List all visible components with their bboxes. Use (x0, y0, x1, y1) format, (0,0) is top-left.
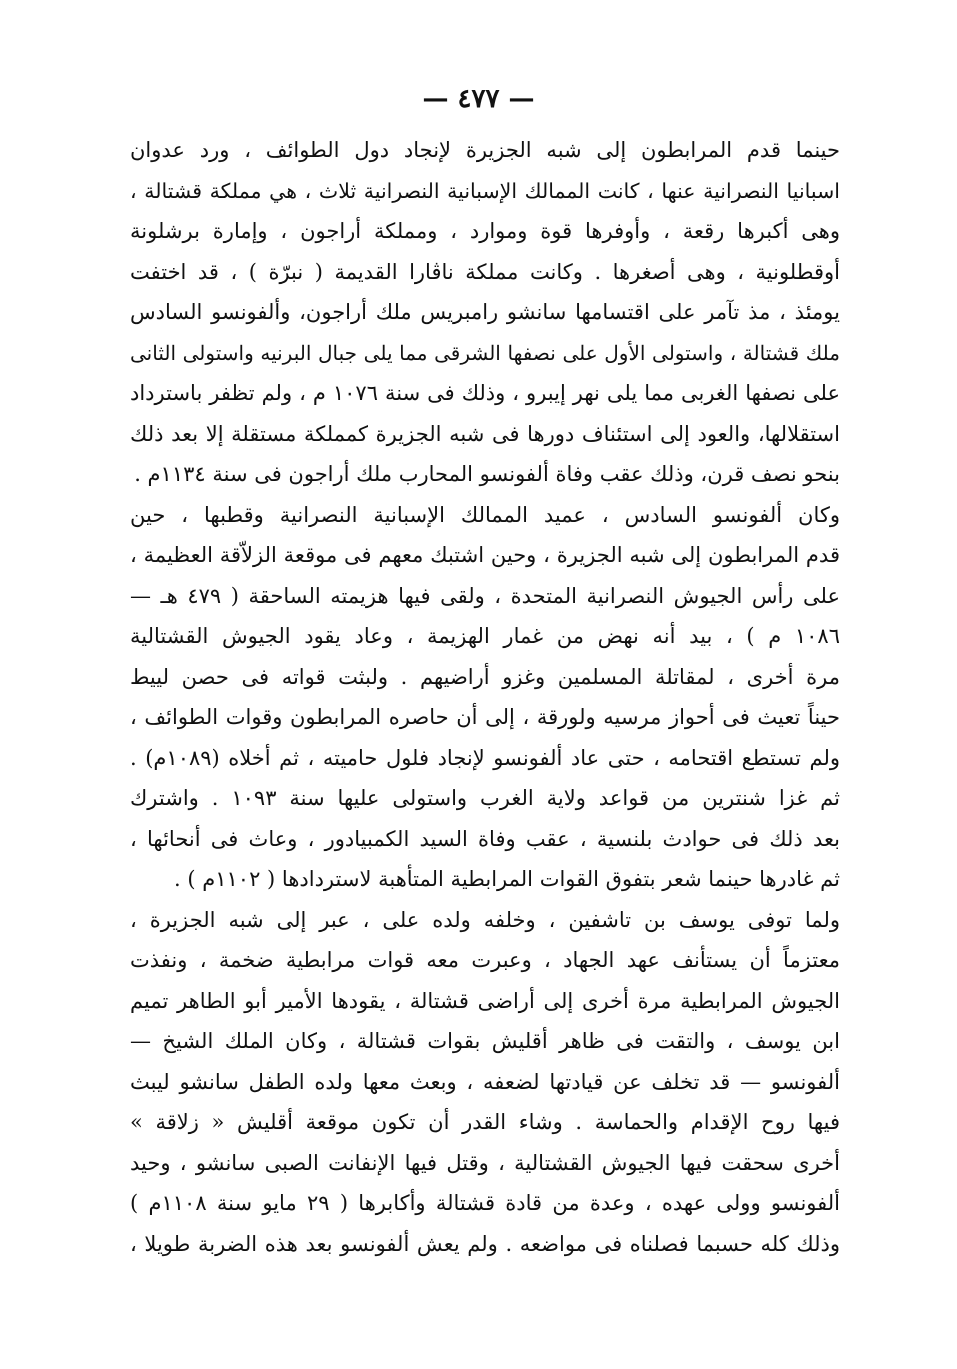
text-line: اسبانيا النصرانية عنها ، كانت الممالك الإسبانية النصرانية ثلاث ، هي مملكة قشتالة ، (130, 178, 840, 203)
body-text (130, 130, 840, 1264)
text-line: على رأس الجيوش النصرانية المتحدة ، ولقى فيها هزيمته الساحقة ( ٤٧٩ هـ — (130, 583, 840, 608)
text-line: حيناً تعيث فى أحواز مرسيه ولورقة ، إلى أن حاصره المرابطون وقوات الطوائف ، (130, 705, 840, 729)
page-number: — ٤٧٧ — (422, 84, 535, 114)
text-line: بعد ذلك فى حوادث بلنسية ، عقب وفاة السيد الكمبيادور ، وعاث فى أنحائها ، (130, 826, 840, 851)
text-line: أخرى سحقت فيها الجيوش القشتالية ، وقتل فيها الإنفانت الصبى سانشو ، وحيد (130, 1150, 840, 1175)
text-line: بنحو نصف قرن، وذلك عقب وفاة ألفونسو المحارب ملك أراجون فى سنة ١١٣٤م . (134, 462, 840, 486)
text-line: وذلك كله حسبما فصلناه فى مواضعه . ولم يعش ألفونسو بعد هذه الضربة طويلا ، (130, 1231, 840, 1256)
text-line: ألفونسو وولى عهده ، وعدة من قادة قشتالة وأكابرها ( ٢٩ مايو سنة ١١٠٨م ) (130, 1191, 840, 1215)
text-line: ثم غزا شنترين من قواعد ولاية الغرب واستولى عليها سنة ١٠٩٣ . واشترك (130, 786, 840, 810)
text-line: ألفونسو — قد تخلف عن قيادتها لضعفه ، وبعث معها ولده الطفل سانشو ليبث (130, 1069, 840, 1094)
text-line: استقلالها، والعود إلى استئناف دورها فى شبه الجزيرة كمملكة مستقلة إلا بعد ذلك (130, 421, 840, 446)
text-line: مرة أخرى ، لمقاتلة المسلمين وغزو أراضيهم . ولبثت قواته فى حصن لييط (130, 664, 840, 689)
text-line: حينما قدم المرابطون إلى شبه الجزيرة لإنجاد دول الطوائف ، ورد عدوان (130, 138, 840, 162)
text-line: ولم تستطع اقتحامه ، حتى عاد ألفونسو لإنجاد فلول حاميته ، ثم أخلاه (١٠٨٩م) . (130, 745, 840, 770)
text-line: أوقطلونية ، وهى أصغرها . وكانت مملكة ناڤارا القديمة ( نبرّة ) ، قد اختفت (130, 259, 840, 284)
text-line: ١٠٨٦ م ) ، بيد أنه نهض من غمار الهزيمة ، وعاد يقود الجيوش القشتالية (130, 624, 840, 648)
text-line: على نصفها الغربى مما يلى نهر إيبرو ، وذلك فى سنة ١٠٧٦ م ، ولم تظفر باسترداد (130, 381, 840, 405)
text-line: فيها روح الإقدام والحماسة . وشاء القدر أن تكون موقعة أقليش « زلاقة » (130, 1110, 840, 1134)
text-line: قدم المرابطون إلى شبه الجزيرة ، وحين اشتبك معهم فى موقعة الزلاّقة العظيمة ، (130, 543, 840, 567)
text-line: معتزماً أن يستأنف عهد الجهاد ، وعبرت معه قوات مرابطية ضخمة ، ونفذت (130, 948, 840, 972)
text-line: ملك قشتالة ، واستولى الأول على نصفها الشرقى مما يلى جبال البرنيه واستولى الثانى (130, 340, 840, 365)
text-line: ثم غادرها حينما شعر بتفوق القوات المرابطية المتأهبة لاستردادها ( ١١٠٢م ) . (174, 867, 840, 891)
text-line: وكان ألفونسو السادس ، عميد الممالك الإسبانية النصرانية وقطبها ، حين (130, 502, 840, 527)
text-line: يومئذ ، مذ تآمر على اقتسامها سانشو رامبريس ملك أراجون، وألفونسو السادس (130, 300, 840, 324)
text-line: ابن يوسف ، والتقت فى ظاهر أقليش بقوات قشتالة ، وكان الملك الشيخ — (130, 1029, 840, 1053)
text-line: الجيوش المرابطية مرة أخرى إلى أراضى قشتالة ، يقودها الأمير أبو الطاهر تميم (130, 988, 840, 1013)
text-line: ولما توفى يوسف بن تاشفين ، وخلفه ولده على ، عبر إلى شبه الجزيرة ، (130, 907, 840, 932)
text-line: وهى أكبرها رقعة ، وأوفرها قوة وموارد ، ومملكة أراجون ، وإمارة برشلونة (130, 219, 840, 243)
